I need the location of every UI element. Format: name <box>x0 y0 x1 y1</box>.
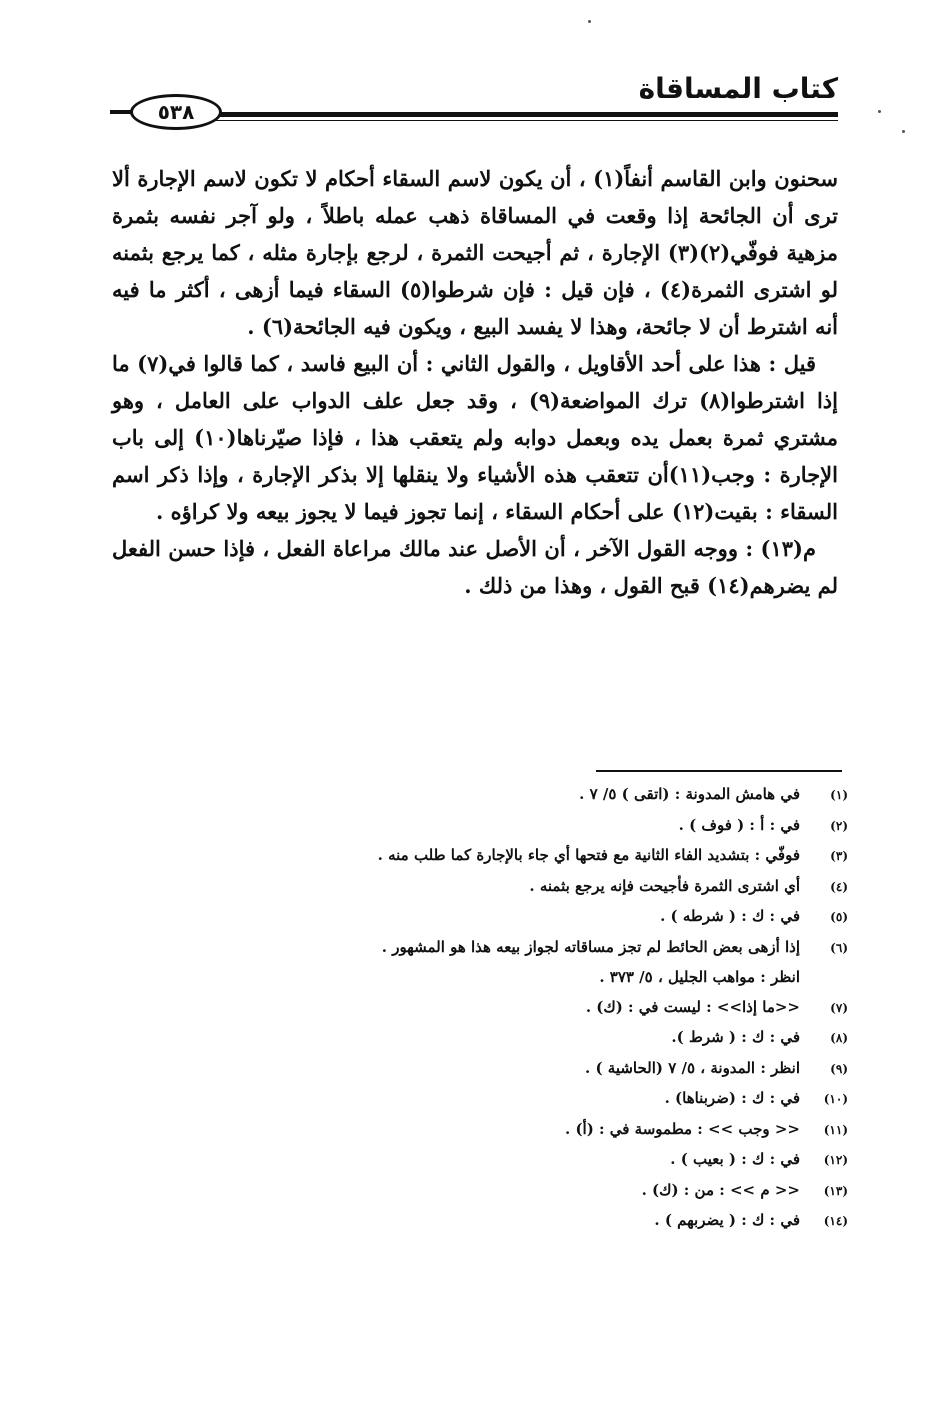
footnote-number: (٩) <box>830 1061 848 1076</box>
book-title: كتاب المساقاة <box>638 72 838 105</box>
page-number: ٥٣٨ <box>157 100 195 124</box>
footnote-number: (١٤) <box>823 1214 848 1228</box>
footnote-text: <<ما إذا>> : ليست في : (ك) . <box>585 997 800 1016</box>
footnote-item <box>200 1115 848 1146</box>
footnote-number: (١٠) <box>823 1092 848 1106</box>
paragraph-2: قيل : هذا على أحد الأقاويل ، والقول الثاني : أن البيع فاسد ، كما قالوا في(٧) ما إذا اشترطوا(٨) ترك المواضعة(٩) ، وقد جعل علف الدواب على العامل ، وهو مشتري ثمرة بعمل يده وبعمل دوابه ولم يتعقب هذا ، فإذا صيّرناها(١٠) إلى باب الإجارة : وجب(١١)أن تتعقب هذه الأشياء ولا ينقلها إلا بذكر الإجارة ، وإذا ذكر اسم السقاء : بقيت(١٢) على أحكام السقاء ، إنما تجوز فيما لا يجوز بيعه ولا كراؤه . <box>112 351 838 524</box>
footnote-number: (٧) <box>830 1000 848 1015</box>
footnote-text: << وجب >> : مطموسة في : (أ) . <box>565 1119 800 1138</box>
footnote-item <box>200 993 848 1024</box>
footnote-text: في : أ : ( فوف ) . <box>678 815 800 834</box>
footnote-item <box>200 1206 848 1237</box>
footnote-text: أي اشترى الثمرة فأجيحت فإنه يرجع بثمنه . <box>529 876 800 895</box>
scan-speck <box>878 110 881 113</box>
footnote-text: في هامش المدونة : (اتقى ) ٥/ ٧ . <box>579 785 800 803</box>
footnote-text: انظر : المدونة ، ٥/ ٧ (الحاشية ) . <box>585 1058 800 1077</box>
footnote-item <box>200 1084 848 1115</box>
header-rule-thick <box>206 112 838 117</box>
footnote-item <box>200 872 848 903</box>
footnote-number: (٥) <box>830 910 848 924</box>
footnote-number: (١١) <box>823 1122 848 1137</box>
footnote-number: (٣) <box>830 849 848 863</box>
footnote-text: << م >> : من : (ك) . <box>641 1180 800 1199</box>
footnote-number: (٢) <box>830 818 848 833</box>
footnote-text: في : ك : (ضربناها) . <box>664 1089 800 1107</box>
footnote-number: (٨) <box>830 1031 848 1045</box>
footnote-text: إذا أزهى بعض الحائط لم تجز مساقاته لجواز بيعه هذا هو المشهور . <box>381 937 800 956</box>
footnote-number: (٤) <box>830 879 848 894</box>
footnote-text: في : ك : ( شرط ). <box>671 1028 800 1046</box>
paragraph-1: سحنون وابن القاسم أنفاً(١) ، أن يكون لاسم السقاء أحكام لا تكون لاسم الإجارة ألا ترى أن الجائحة إذا وقعت في المساقاة ذهب عمله باطلاً ، ولو آجر نفسه بثمرة مزهية فوفّي(٢)(٣) الإجارة ، ثم أجيحت الثمرة ، لرجع بإجارة مثله ، كما يرجع بثمنه لو اشترى الثمرة(٤) ، فإن قيل : فإن شرطوا(٥) السقاء فيما أزهى ، أكثر ما فيه أنه اشترط أن لا جائحة، وهذا لا يفسد البيع ، ويكون فيه الجائحة(٦) . <box>112 166 838 339</box>
footnotes <box>200 780 848 1237</box>
footnote-number: (١٢) <box>823 1153 848 1167</box>
footnote-item <box>200 780 848 811</box>
footnote-separator <box>596 770 842 772</box>
page-number-oval <box>130 94 222 130</box>
paragraph-3: م(١٣) : ووجه القول الآخر ، أن الأصل عند مالك مراعاة الفعل ، فإذا حسن الفعل لم يضرهم(١٤) قبح القول ، وهذا من ذلك . <box>112 536 838 598</box>
footnote-number: (٦) <box>830 940 848 955</box>
footnote-continuation: انظر : مواهب الجليل ، ٥/ ٣٧٣ . <box>599 968 800 986</box>
footnote-item <box>200 811 848 842</box>
scan-speck <box>588 20 591 23</box>
footnote-number: (١) <box>830 788 848 802</box>
footnote-item <box>200 1054 848 1085</box>
footnote-text: في : ك : ( يضربهم ) . <box>654 1211 800 1229</box>
footnote-number: (١٣) <box>823 1183 848 1198</box>
header-rule-thin <box>206 120 838 121</box>
scan-speck <box>902 130 905 133</box>
footnote-item <box>200 1023 848 1054</box>
footnote-text: فوفّي : بتشديد الفاء الثانية مع فتحها أي جاء بالإجارة كما طلب منه . <box>377 846 800 864</box>
footnote-item <box>200 841 848 872</box>
page-header <box>110 72 838 142</box>
footnote-text: في : ك : ( بعيب ) . <box>670 1150 800 1168</box>
footnote-item <box>200 933 848 964</box>
footnote-item <box>200 1145 848 1176</box>
footnote-item <box>200 902 848 933</box>
footnote-text: في : ك : ( شرطه ) . <box>660 907 800 925</box>
footnote-item <box>200 1176 848 1207</box>
main-text <box>112 160 838 604</box>
